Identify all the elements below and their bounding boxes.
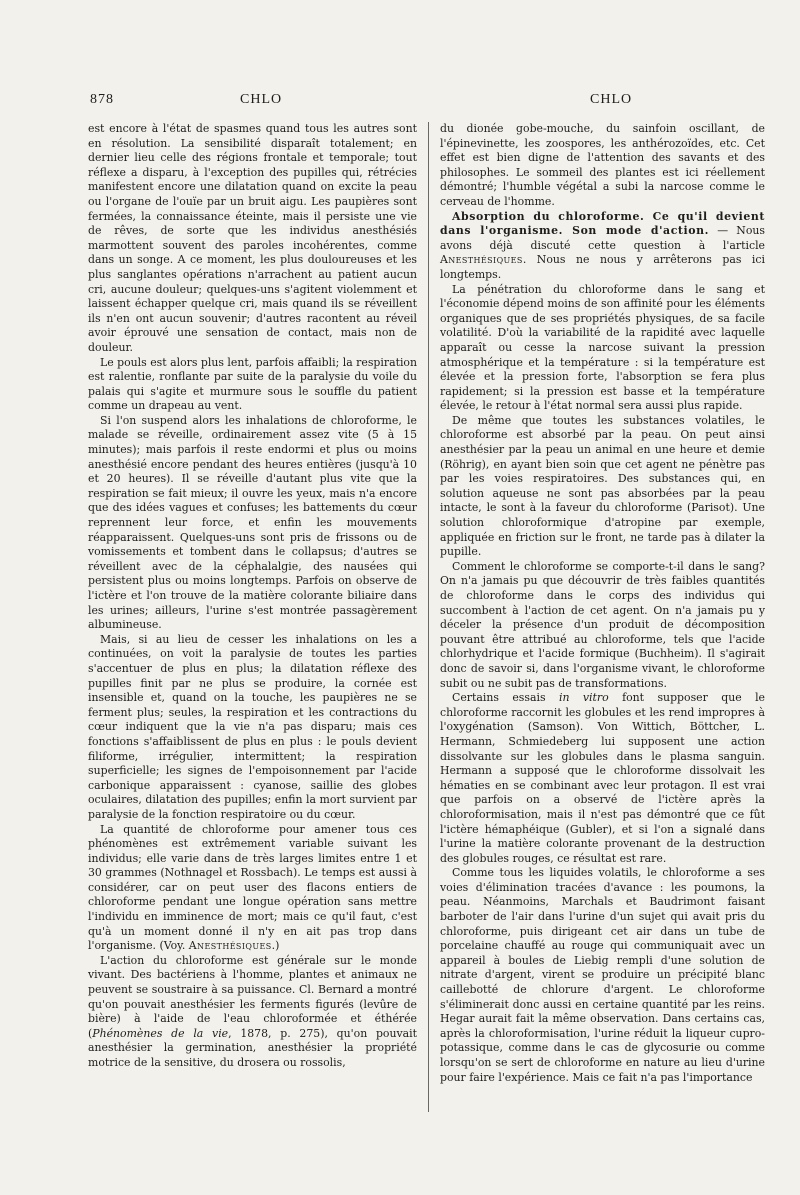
- paragraph: [88, 823, 417, 954]
- paragraph: [440, 691, 765, 866]
- cross-reference: Anesthésiques: [440, 253, 523, 267]
- left-column: [88, 122, 417, 1071]
- text-run: . Nous ne nous y arrêterons pas ici longtemps.: [440, 253, 765, 281]
- paragraph: du dionée gobe-mouche, du sainfoin oscillant, de l'épinevinette, les zoospores, les anthérozoïdes, etc. Cet effet est bien digne de l'attention des savants et des philosophes. Le sommeil des plantes est ici réellement démontré; l'humble végétal a subi la narcose comme le cerveau de l'homme.: [440, 122, 765, 208]
- text-run: .): [271, 939, 280, 953]
- text-run: — Nous avons déjà discuté cette question à l'article: [440, 224, 765, 252]
- paragraph: [88, 954, 417, 1071]
- paragraph: Comment le chloroforme se comporte-t-il dans le sang? On n'a jamais pu que découvrir de très faibles quantités de chloroforme dans le corps des individus qui succombent à l'action de cet agent. On n'a jamais pu y déceler la présence d'un produit de décomposition pouvant être attribué au chloroforme, tels que l'acide chlorhydrique et l'acide formique (Buchheim). Il s'agirait donc de savoir si, dans l'organisme vivant, le chloroforme subit ou ne subit pas de transformations.: [440, 559, 765, 690]
- cross-reference: Anesthésiques: [188, 939, 272, 953]
- italic-title: Phénomènes de la vie: [92, 1026, 229, 1040]
- column-divider: [428, 122, 429, 1112]
- paragraph: Le pouls est alors plus lent, parfois affaibli; la respiration est ralentie, ronflante par suite de la paralysie du voile du palais qui s'agite et murmure sous le souffle du patient comme un drapeau au vent.: [88, 355, 417, 413]
- text-run: font supposer que le chloroforme raccornit les globules et les rend impropres à l'oxygénation (Samson). Von Wittich, Böttcher, L. Hermann, Schmiedeberg lui supposent une action dissolvante sur les globules dans le plasma sanguin. Hermann a supposé que le chloroforme dissolvait les hématies en se combinant avec leur protagon. Il est vrai que parfois on a observé de l'ictère après la chloroformisation, mais il n'est pas démontré que ce fût l'ictère hémaphéique (Gubler), et si l'on a signalé dans l'urine la matière colorante provenant de la destruction des globules rouges, ce résultat est rare.: [440, 691, 765, 865]
- text-run: , 1878, p. 275), qu'on pouvait anesthésier la germination, anesthésier la propriété motrice de la sensitive, du drosera ou rossolis,: [88, 1026, 417, 1069]
- italic-term: in vitro: [558, 691, 609, 705]
- paragraph: De même que toutes les substances volatiles, le chloroforme est absorbé par la peau. On peut ainsi anesthésier par la peau un animal en une heure et demie (Röhrig), en ayant bien soin que cet agent ne pénètre pas par les voies respiratoires. Des substances qui, en solution aqueuse ne sont pas absorbées par la peau intacte, le sont à la faveur du chloroforme (Parisot). Une solution chloroformique d'atropine par exemple, appliquée en friction sur le front, ne tarde pas à dilater la pupille.: [440, 413, 765, 559]
- text-run: L'action du chloroforme est générale sur le monde vivant. Des bactériens à l'homme, plantes et animaux ne peuvent se soustraire à sa puissance. Cl. Bernard a montré qu'on pouvait anesthésier les ferments figurés (levûre de bière) à l'aide de l'eau chloroformée et éthérée (: [88, 953, 417, 1040]
- running-title-left: CHLO: [240, 92, 283, 107]
- running-title-right: CHLO: [590, 92, 633, 107]
- right-column: [440, 122, 765, 1085]
- paragraph: La pénétration du chloroforme dans le sang et l'économie dépend moins de son affinité pour les éléments organiques que de ses propriétés physiques, de sa facile volatilité. D'où la variabilité de la rapidité avec laquelle apparaît ou cesse la narcose suivant la pression atmosphérique et la température : si la température est élevée et la pression forte, l'absorption se fera plus rapidement; si la pression est basse et la température élevée, le retour à l'état normal sera aussi plus rapide.: [440, 282, 765, 413]
- text-run: Certains essais: [452, 691, 559, 705]
- paragraph: est encore à l'état de spasmes quand tous les autres sont en résolution. La sensibilité disparaît totalement; en dernier lieu celle des régions frontale et temporale; tout réflexe a disparu, à l'exception des pupilles qui, rétrécies manifestent encore une dilatation quand on excite la peau ou l'organe de l'ouïe par un bruit aigu. Les paupières sont fermées, la connaissance éteinte, mais il persiste une vie de rêves, de sorte que les individus anesthésiés marmottent souvent des paroles incohérentes, comme dans un songe. A ce moment, les plus douloureuses et les plus sanglantes opérations n'arrachent au patient aucun cri, aucune douleur; quelques-uns s'agitent violemment et laissent échapper quelque cri, mais quand ils se réveillent ils n'en ont aucun souvenir; d'autres racontent au réveil avoir éprouvé une sensation de contact, mais non de douleur.: [88, 122, 417, 354]
- paragraph: Si l'on suspend alors les inhalations de chloroforme, le malade se réveille, ordinairement assez vite (5 à 15 minutes); mais parfois il reste endormi et plus ou moins anesthésié encore pendant des heures entières (jusqu'à 10 et 20 heures). Il se réveille d'autant plus vite que la respiration se fait mieux; il ouvre les yeux, mais n'a encore que des idées vagues et confuses; les battements du cœur reprennent leur force, et enfin les mouvements réapparaissent. Quelques-uns sont pris de frissons ou de vomissements et tombent dans le collapsus; d'autres se réveillent avec de la céphalalgie, des nausées qui persistent plus ou moins longtemps. Parfois on observe de l'ictère et l'on trouve de la matière colorante biliaire dans les urines; ailleurs, l'urine s'est montrée passagèrement albumineuse.: [88, 413, 417, 632]
- page-number: 878: [90, 92, 114, 107]
- section-heading: Absorption du chloroforme. Ce qu'il devient dans l'organisme. Son mode d'action.: [440, 209, 765, 238]
- page-header: [90, 92, 760, 112]
- paragraph: Comme tous les liquides volatils, le chloroforme a ses voies d'élimination tracées d'avance : les poumons, la peau. Néanmoins, Marchals et Baudrimont faisant barboter de l'air dans l'urine d'un sujet qui avait pris du chloroforme, puis dirigeant cet air dans un tube de porcelaine chauffé au rouge qui communiquait avec un appareil à boules de Liebig rempli d'une solution de nitrate d'argent, virent se produire un précipité blanc caillebotté de chlorure d'argent. Le chloroforme s'éliminerait donc aussi en certaine quantité par les reins. Hegar aurait fait la même observation. Dans certains cas, après la chloroformisation, l'urine réduit la liqueur cupro-potassique, comme dans le cas de glycosurie ou comme lorsqu'on se sert de chloroforme en nature au lieu d'urine pour faire l'expérience. Mais ce fait n'a pas l'importance: [440, 866, 765, 1084]
- text-run: La quantité de chloroforme pour amener tous ces phénomènes est extrêmement variable suivant les individus; elle varie dans de très larges limites entre 1 et 30 grammes (Nothnagel et Rossbach). Le temps est aussi à considérer, car on peut user des flacons entiers de chloroforme pendant une longue opération sans mettre l'individu en imminence de mort; mais ce qu'il faut, c'est qu'à un moment donné il n'y en ait pas trop dans l'organisme. (Voy.: [88, 822, 417, 953]
- paragraph: Mais, si au lieu de cesser les inhalations on les a continuées, on voit la paralysie de toutes les parties s'accentuer de plus en plus; la dilatation réflexe des pupilles finit par ne plus se produire, la cornée est insensible et, quand on la touche, les paupières ne se ferment plus; seules, la respiration et les contractions du cœur indiquent que la vie n'a pas disparu; mais ces fonctions s'affaiblissent de plus en plus : le pouls devient filiforme, irrégulier, intermittent; la respiration superficielle; les signes de l'empoisonnement par l'acide carbonique apparaissent : cyanose, saillie des globes oculaires, dilatation des pupilles; enfin la mort survient par paralysie de la fonction respiratoire ou du cœur.: [88, 632, 417, 821]
- paragraph: [440, 210, 765, 283]
